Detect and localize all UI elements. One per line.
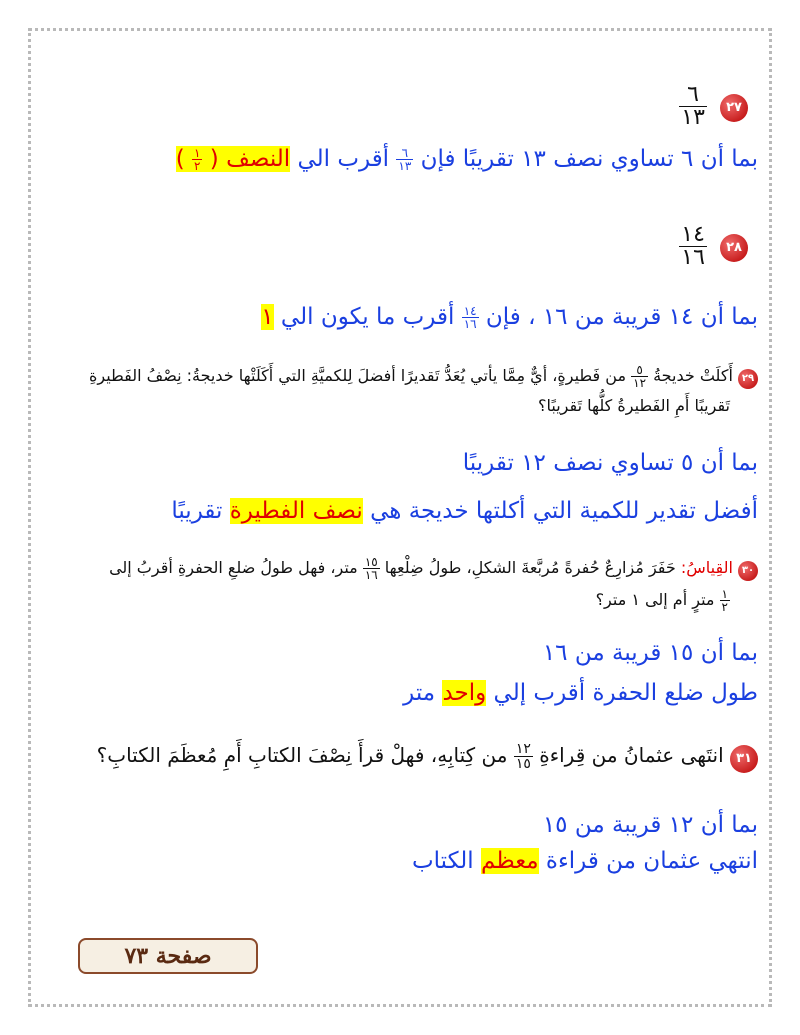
question-29: ٢٩ أَكلَتْ خديجةُ $\frac{٥}{١٢}$ من فَطيرةٍ، أيٌّ مِمَّا يأتي يُعَدُّ تَقديرًا أفضلَ لِلكميَّةِ التي أَكَلَتْها خديجةُ: نِصْفُ الفَطيرةِ xyxy=(89,364,758,389)
exercise-28-header xyxy=(679,224,748,269)
highlight: معظم xyxy=(481,848,539,874)
highlight: نصف الفطيرة xyxy=(229,498,363,524)
exercise-number-badge: ٢٧ xyxy=(720,94,748,122)
exercise-number-badge: ٢٩ xyxy=(738,369,758,389)
answer-30-line2: طول ضلع الحفرة أقرب إلي واحد متر xyxy=(403,680,758,706)
highlight: النصف ( $\frac{١}{٢}$ ) xyxy=(175,146,291,173)
answer-29-line1: بما أن ٥ تساوي نصف ١٢ تقريبًا xyxy=(462,450,758,476)
exercise-fraction: $\frac{٦}{١٣}$ xyxy=(681,82,705,130)
exercise-number-badge: ٢٨ xyxy=(720,234,748,262)
question-31: ٣١ انتَهى عثمانُ من قِراءةِ $\frac{١٢}{١٥}$ من كِتابِهِ، فهلْ قرأَ نِصْفَ الكتابِ أَمِ مُعظَمَ الكتابِ؟ xyxy=(97,742,758,773)
answer-31-line2: انتهي عثمان من قراءة معظم الكتاب xyxy=(412,848,758,874)
answer-29-line2: أفضل تقدير للكمية التي أكلتها خديجة هي نصف الفطيرة تقريبًا xyxy=(171,498,758,524)
answer-31-line1: بما أن ١٢ قريبة من ١٥ xyxy=(542,812,758,838)
question-30-line2: $\frac{١}{٢}$ مترٍ أم إلى ١ متر؟ xyxy=(595,587,728,614)
exercise-27-header xyxy=(679,84,748,129)
answer-28: بما أن ١٤ قريبة من ١٦ ، فإن $\frac{١٤}{١٦}$ أقرب ما يكون الي ١ xyxy=(261,304,758,331)
exercise-number-badge: ٣١ xyxy=(730,745,758,773)
question-29-line2: تَقريبًا أَمِ الفَطيرةُ كلُّها تَقريبًا؟ xyxy=(538,396,730,415)
highlight: ١ xyxy=(261,304,274,330)
question-30: ٣٠ القِياسُ: حَفَرَ مُزارِعٌ حُفرةً مُربَّعةَ الشكلِ، طولُ ضِلْعِها $\frac{١٥}{١٦}$ متر، فهل طولُ ضلعِ الحفرةِ أقربُ إلى xyxy=(109,556,758,581)
answer-30-line1: بما أن ١٥ قريبة من ١٦ xyxy=(542,640,758,666)
exercise-number-badge: ٣٠ xyxy=(738,561,758,581)
answer-27: بما أن ٦ تساوي نصف ١٣ تقريبًا فإن $\frac{٦}{١٣}$ أقرب الي النصف ( $\frac{١}{٢}$ ) xyxy=(175,146,758,173)
exercise-fraction: $\frac{١٤}{١٦}$ xyxy=(681,222,705,270)
highlight: واحد xyxy=(442,680,487,706)
page-number-label: صفحة ٧٣ xyxy=(78,938,258,974)
